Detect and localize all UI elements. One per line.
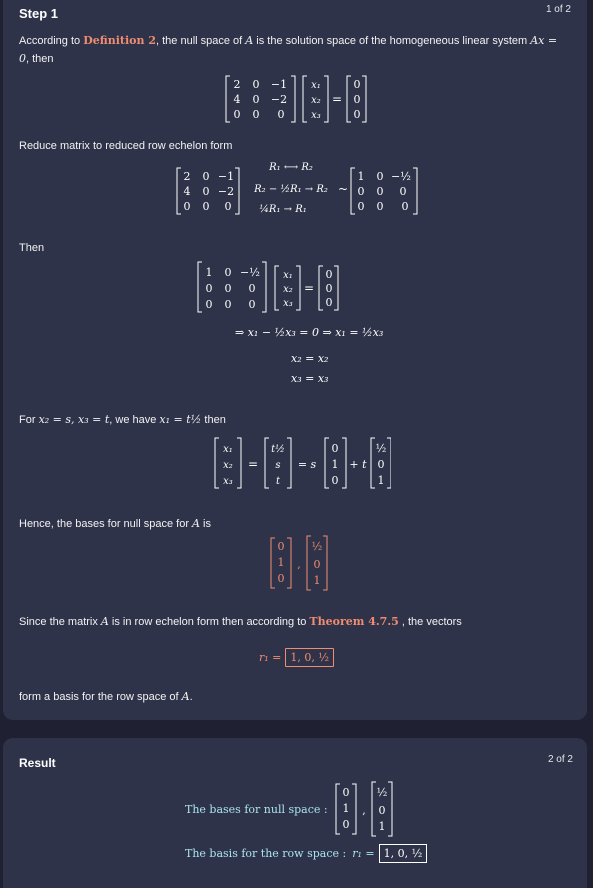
svg-text:0: 0 — [325, 282, 333, 295]
svg-text:0: 0 — [202, 200, 210, 213]
paragraph-row-space: form a basis for the row space of A. — [19, 690, 193, 703]
svg-text:0: 0 — [313, 558, 321, 571]
svg-text:x₂: x₂ — [223, 460, 233, 471]
svg-text:x₁: x₁ — [311, 80, 321, 91]
matrix-rref — [358, 170, 411, 213]
svg-text:0: 0 — [205, 298, 213, 311]
svg-text:0: 0 — [277, 540, 285, 553]
svg-text:0: 0 — [353, 93, 361, 106]
tilde: ~ — [337, 182, 349, 196]
paragraph-reduce: Reduce matrix to reduced row echelon form — [19, 140, 233, 152]
equation-parametric — [211, 436, 391, 492]
matrix-a — [234, 78, 288, 121]
result-basis-vector-2 — [376, 786, 387, 833]
equation-row-reduction — [173, 162, 433, 224]
svg-text:,: , — [297, 558, 301, 571]
svg-text:0: 0 — [224, 298, 232, 311]
svg-text:x₃: x₃ — [223, 476, 233, 487]
svg-text:0: 0 — [224, 200, 232, 213]
svg-text:0: 0 — [202, 170, 210, 183]
matrix-cell: 0 — [277, 108, 285, 121]
paragraph-definition: According to Definition 2, the null space of A is the solution space of the homogeneous linear system Ax = 0, then — [19, 34, 558, 65]
svg-text:0: 0 — [183, 200, 191, 213]
svg-text:1: 1 — [357, 170, 365, 183]
step-title: Step 1 — [19, 6, 59, 21]
result-title: Result — [19, 756, 56, 770]
svg-text:=: = — [303, 281, 315, 295]
vector-param — [271, 444, 285, 487]
matrix-a-reduce — [184, 170, 235, 213]
svg-text:x₃: x₃ — [311, 110, 321, 121]
svg-text:½: ½ — [376, 786, 387, 799]
row-vector-bracket: 1, 0, ½ — [285, 648, 334, 667]
paragraph-then: Then — [19, 242, 45, 254]
svg-text:t: t — [275, 476, 281, 487]
svg-text:1: 1 — [342, 802, 350, 815]
svg-text:0: 0 — [376, 185, 384, 198]
svg-text:x₃: x₃ — [283, 298, 293, 309]
svg-text:0: 0 — [353, 78, 361, 91]
step-card — [3, 0, 587, 720]
result-page-indicator: 2 of 2 — [547, 754, 573, 765]
svg-text:=: = — [247, 457, 259, 471]
svg-text:0: 0 — [401, 200, 409, 213]
svg-text:1: 1 — [205, 266, 213, 279]
vector-t — [376, 442, 387, 487]
row-op: ¼R₁ → R₁ — [259, 204, 307, 215]
theorem-link[interactable]: Theorem 4.7.5 — [309, 615, 399, 628]
page-indicator: 1 of 2 — [545, 4, 571, 15]
paragraph-theorem: Since the matrix A is in row echelon form then according to Theorem 4.7.5 , the vectors — [19, 615, 462, 628]
vector-s — [332, 442, 339, 487]
svg-text:x₁: x₁ — [223, 444, 233, 455]
matrix-cell: 0 — [252, 78, 260, 91]
matrix-cell: −2 — [270, 93, 288, 106]
svg-text:½: ½ — [375, 442, 387, 455]
result-null-space: The bases for null space : 0 1 0 , ½ 0 1 — [185, 780, 398, 838]
svg-text:s: s — [275, 460, 281, 471]
svg-text:0: 0 — [277, 572, 285, 585]
basis-vector-1 — [278, 540, 285, 585]
vector-zero-then — [326, 268, 333, 309]
svg-text:0: 0 — [399, 185, 407, 198]
matrix-rref-then — [206, 266, 260, 311]
null-space-basis — [269, 534, 333, 592]
row-vector-r1: r₁ = 1, 0, ½ — [259, 642, 334, 672]
svg-text:0: 0 — [325, 268, 333, 281]
svg-text:0: 0 — [325, 296, 333, 309]
svg-text:−½: −½ — [391, 170, 411, 183]
svg-text:0: 0 — [378, 804, 386, 817]
s-coefficient: = s — [297, 458, 317, 471]
equation-homogeneous-system — [223, 74, 383, 126]
svg-text:½: ½ — [311, 540, 323, 553]
equation-x2: x₂ = x₂ — [291, 352, 329, 365]
svg-text:4: 4 — [183, 185, 191, 198]
svg-text:0: 0 — [376, 200, 384, 213]
result-null-basis — [334, 780, 398, 838]
svg-text:,: , — [361, 804, 366, 817]
svg-text:0: 0 — [248, 282, 256, 295]
svg-text:2: 2 — [183, 170, 191, 183]
vector-x-param — [223, 444, 233, 487]
row-operations — [253, 162, 328, 215]
svg-text:t½: t½ — [271, 444, 285, 455]
t-coefficient: + t — [349, 458, 367, 471]
paragraph-hence: Hence, the bases for null space for A is — [19, 517, 211, 530]
vector-x — [311, 80, 321, 121]
definition-link[interactable]: Definition 2 — [83, 34, 156, 47]
svg-text:−2: −2 — [217, 185, 235, 198]
svg-text:1: 1 — [377, 474, 385, 487]
equals-sign: = — [331, 92, 343, 106]
svg-text:0: 0 — [205, 282, 213, 295]
paragraph-parameters: For x₂ = s, x₃ = t, we have x₁ = t½ then — [19, 413, 226, 426]
svg-text:x₂: x₂ — [283, 284, 293, 295]
svg-text:0: 0 — [376, 170, 384, 183]
svg-text:0: 0 — [342, 786, 350, 799]
matrix-cell: 4 — [233, 93, 241, 106]
equation-rref-system — [195, 260, 355, 316]
matrix-cell: 0 — [252, 93, 260, 106]
implication-line: ⇒ x₁ − ½x₃ = 0 ⇒ x₁ = ½x₃ — [235, 326, 384, 339]
svg-text:0: 0 — [331, 442, 339, 455]
svg-text:0: 0 — [224, 266, 232, 279]
matrix-cell: 0 — [252, 108, 260, 121]
svg-text:1: 1 — [277, 556, 285, 569]
svg-text:0: 0 — [331, 474, 339, 487]
row-op: R₂ − ½R₁ → R₂ — [254, 184, 328, 195]
equation-x3: x₃ = x₃ — [291, 372, 329, 385]
svg-text:0: 0 — [342, 818, 350, 831]
svg-text:0: 0 — [248, 298, 256, 311]
matrix-cell: 2 — [233, 78, 241, 91]
svg-text:1: 1 — [331, 458, 339, 471]
vector-x-then — [283, 270, 293, 309]
svg-text:1: 1 — [313, 574, 321, 587]
basis-vector-2 — [312, 540, 323, 587]
svg-text:0: 0 — [377, 458, 385, 471]
svg-text:1: 1 — [378, 820, 386, 833]
svg-text:−1: −1 — [217, 170, 235, 183]
svg-text:−½: −½ — [240, 266, 260, 279]
svg-text:0: 0 — [202, 185, 210, 198]
matrix-cell: 0 — [233, 108, 241, 121]
vector-zero — [354, 78, 361, 121]
svg-text:0: 0 — [224, 282, 232, 295]
result-row-space: The basis for the row space : r₁ = 1, 0, ½ — [185, 844, 427, 863]
svg-text:0: 0 — [353, 108, 361, 121]
svg-text:x₂: x₂ — [311, 95, 321, 106]
result-card — [3, 738, 587, 888]
svg-text:0: 0 — [357, 185, 365, 198]
result-row-vector: 1, 0, ½ — [379, 844, 428, 863]
svg-text:x₁: x₁ — [283, 270, 293, 281]
svg-text:0: 0 — [357, 200, 365, 213]
result-basis-vector-1 — [342, 786, 349, 831]
row-op: R₁ ⟷ R₂ — [269, 162, 313, 173]
matrix-cell: −1 — [270, 78, 288, 91]
